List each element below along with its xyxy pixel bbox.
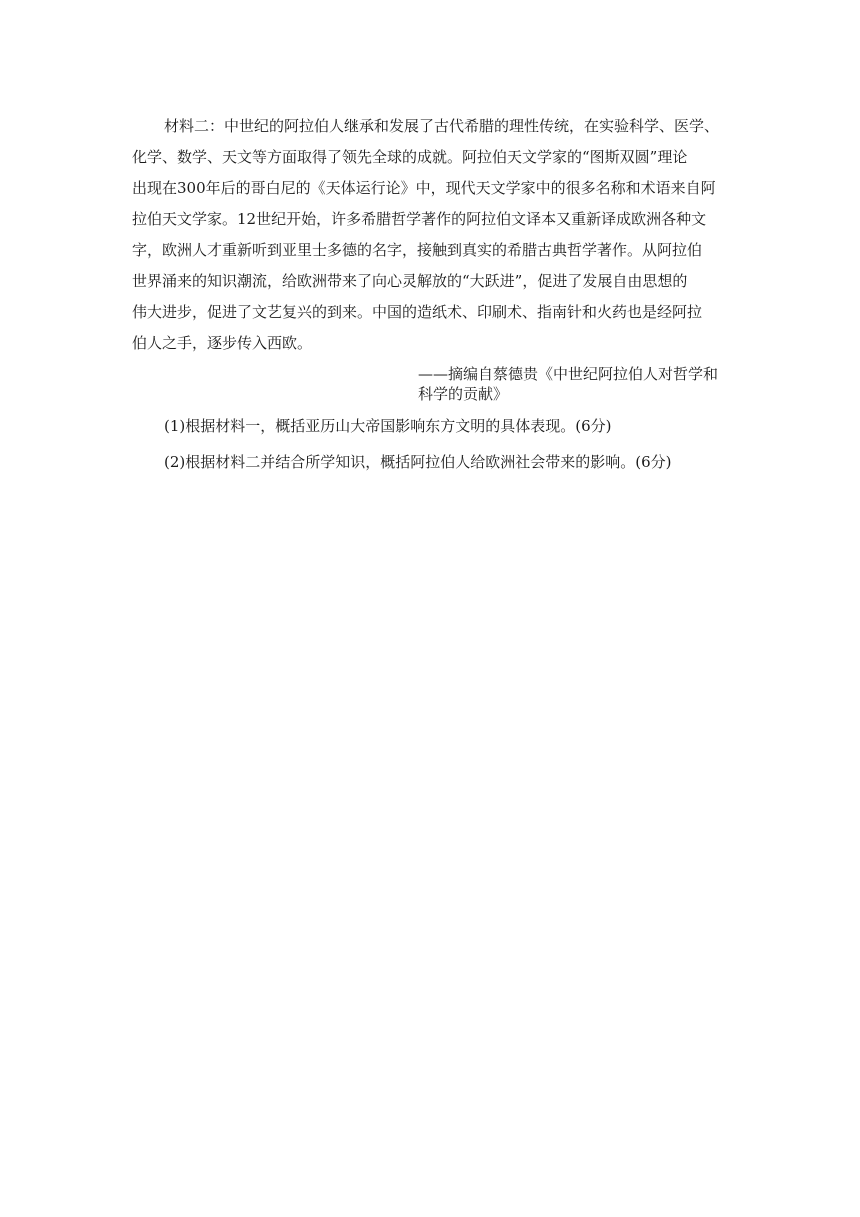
material-2-paragraph xyxy=(132,116,732,353)
paragraph-line: 世界涌来的知识潮流，给欧洲带来了向心灵解放的“大跃进”，促进了发展自由思想的 xyxy=(132,272,688,290)
paragraph-line: 伯人之手，逐步传入西欧。 xyxy=(132,334,313,352)
paragraph-line: 材料二：中世纪的阿拉伯人继承和发展了古代希腊的理性传统，在实验科学、医学、 xyxy=(164,117,720,135)
document-page xyxy=(132,116,732,472)
paragraph-line: 字，欧洲人才重新听到亚里士多德的名字，接触到真实的希腊古典哲学著作。从阿拉伯 xyxy=(132,241,703,259)
paragraph-line: 伟大进步，促进了文艺复兴的到来。中国的造纸术、印刷术、指南针和火药也是经阿拉 xyxy=(132,303,703,321)
question-2: (2)根据材料二并结合所学知识，概括阿拉伯人给欧洲社会带来的影响。(6分) xyxy=(164,453,672,471)
source-line: 科学的贡献》 xyxy=(418,385,509,403)
paragraph-line: 化学、数学、天文等方面取得了领先全球的成就。阿拉伯天文学家的“图斯双圆”理论 xyxy=(132,148,688,166)
source-citation xyxy=(418,364,738,404)
source-line: ——摘编自蔡德贵《中世纪阿拉伯人对哲学和 xyxy=(418,365,719,383)
question-1: (1)根据材料一，概括亚历山大帝国影响东方文明的具体表现。(6分) xyxy=(164,417,612,435)
paragraph-line: 拉伯天文学家。12世纪开始，许多希腊哲学著作的阿拉伯文译本又重新译成欧洲各种文 xyxy=(132,210,707,228)
paragraph-line: 出现在300年后的哥白尼的《天体运行论》中，现代天文学家中的很多名称和术语来自阿 xyxy=(132,179,716,197)
